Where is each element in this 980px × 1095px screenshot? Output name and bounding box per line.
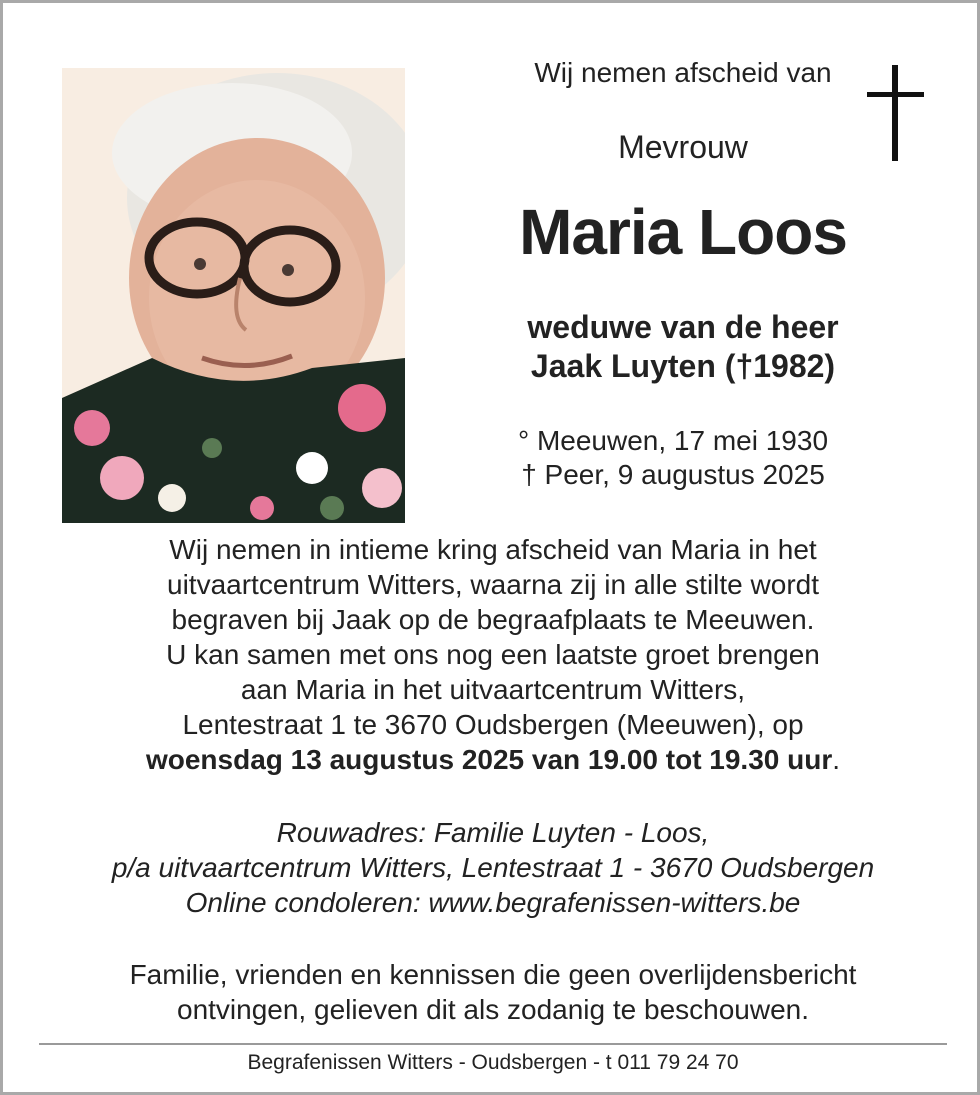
address-line-2: p/a uitvaartcentrum Witters, Lentestraat 1 - 3670 Oudsbergen — [111, 852, 875, 883]
honorific: Mevrouw — [618, 129, 748, 165]
portrait-photo — [62, 68, 405, 523]
body-line: Wij nemen in intieme kring afscheid van Maria in het — [169, 534, 817, 565]
spouse-info — [473, 308, 893, 386]
body-line: begraven bij Jaak op de begraafplaats te Meeuwen. — [171, 604, 815, 635]
birth-date: ° Meeuwen, 17 mei 1930 — [517, 425, 829, 456]
family-notice — [23, 957, 963, 1027]
spouse-line-1: weduwe van de heer — [527, 309, 839, 345]
notice-line-1: Familie, vrienden en kennissen die geen overlijdensbericht — [129, 959, 857, 990]
death-date: † Peer, 9 augustus 2025 — [521, 459, 825, 490]
visitation-datetime: woensdag 13 augustus 2025 van 19.00 tot 19.30 uur — [145, 744, 833, 775]
mourning-address — [23, 815, 963, 920]
visitation-period: . — [832, 744, 841, 775]
deceased-name: Maria Loos — [519, 196, 847, 268]
body-line: uitvaartcentrum Witters, waarna zij in alle stilte wordt — [167, 569, 819, 600]
footer-divider — [39, 1043, 947, 1045]
address-line-1: Rouwadres: Familie Luyten - Loos, — [276, 817, 710, 848]
visitation-datetime-line — [33, 742, 953, 777]
body-line: U kan samen met ons nog een laatste groet brengen — [166, 639, 820, 670]
body-line: aan Maria in het uitvaartcentrum Witters, — [240, 674, 746, 705]
portrait-illustration — [62, 68, 405, 523]
ceremony-text — [33, 532, 953, 777]
spouse-line-2: Jaak Luyten (†1982) — [530, 348, 836, 384]
intro-text: Wij nemen afscheid van — [534, 57, 832, 88]
condolence-url: Online condoleren: www.begrafenissen-witters.be — [185, 887, 801, 918]
funeral-home-footer: Begrafenissen Witters - Oudsbergen - t 011 79 24 70 — [247, 1051, 739, 1074]
life-dates — [473, 424, 873, 492]
notice-line-2: ontvingen, gelieven dit als zodanig te beschouwen. — [177, 994, 809, 1025]
body-line: Lentestraat 1 te 3670 Oudsbergen (Meeuwen), op — [182, 709, 804, 740]
